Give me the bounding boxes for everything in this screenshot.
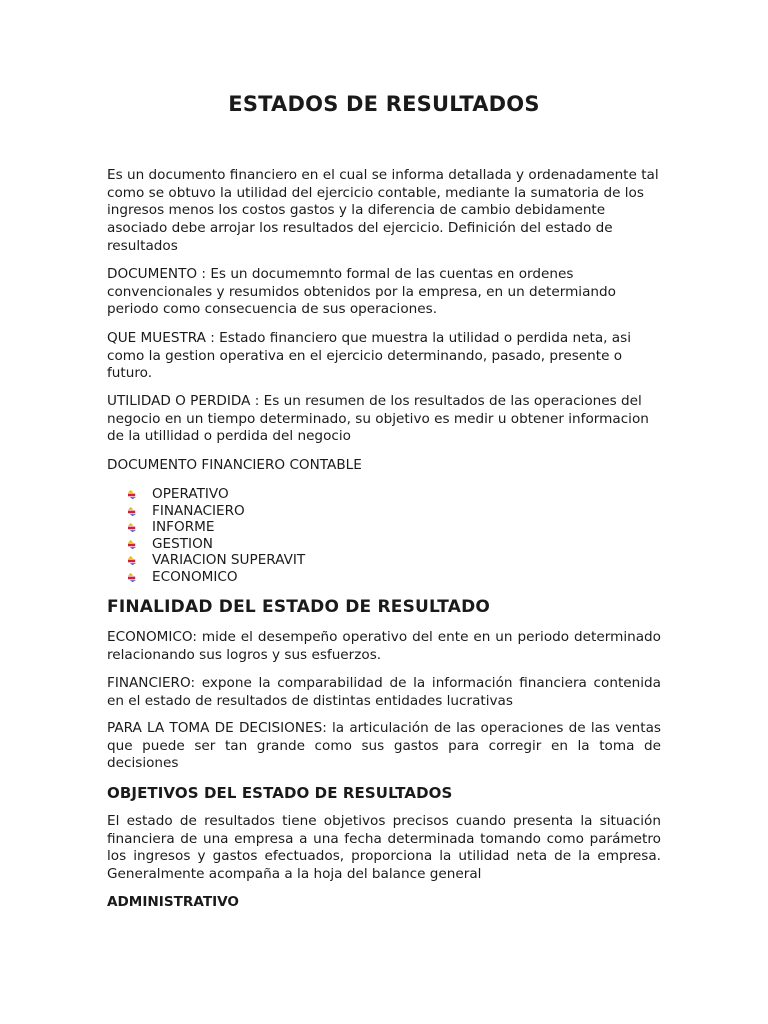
list-item-label: INFORME <box>152 519 215 536</box>
list-item <box>107 519 305 536</box>
list-item-label: OPERATIVO <box>152 486 229 502</box>
list-item <box>107 569 305 586</box>
finalidad-decisiones-paragraph: PARA LA TOMA DE DECISIONES: la articulación de las operaciones de las ventas que puede ser tan grande como sus gastos para corregir en la toma de decisiones <box>107 720 661 772</box>
documento-financiero-label: DOCUMENTO FINANCIERO CONTABLE <box>107 457 362 473</box>
documento-paragraph: DOCUMENTO : Es un documemnto formal de las cuentas en ordenes convencionales y resumidos obtenidos por la empresa, en un determiando periodo como consecuencia de sus operaciones. <box>107 266 616 318</box>
list-item-label: ECONOMICO <box>152 568 238 585</box>
finalidad-financiero-paragraph: FINANCIERO: expone la comparabilidad de la información financiera contenida en el estado de resultados de distintas entidades lucrativas <box>107 675 661 709</box>
objetivos-heading: OBJETIVOS DEL ESTADO DE RESULTADOS <box>107 784 453 802</box>
list-item <box>107 486 305 503</box>
bullet-icon <box>128 573 137 582</box>
bullet-icon <box>128 540 137 549</box>
list-item-label: VARIACION SUPERAVIT <box>152 552 306 569</box>
finalidad-economico-paragraph: ECONOMICO: mide el desempeño operativo del ente en un periodo determinado relacionando sus logros y sus esfuerzos. <box>107 629 661 663</box>
document-types-list <box>107 486 305 586</box>
administrativo-heading: ADMINISTRATIVO <box>107 894 239 910</box>
list-item <box>107 503 305 520</box>
bullet-icon <box>128 523 137 532</box>
list-item <box>107 552 305 569</box>
utilidad-perdida-paragraph: UTILIDAD O PERDIDA : Es un resumen de los resultados de las operaciones del negocio en un tiempo determinado, su objetivo es medir u obtener informacion de la utillidad o perdida del negocio <box>107 393 649 445</box>
list-item <box>107 536 305 553</box>
bullet-icon <box>128 490 137 499</box>
document-title: ESTADOS DE RESULTADOS <box>228 92 540 116</box>
que-muestra-paragraph: QUE MUESTRA : Estado financiero que muestra la utilidad o perdida neta, asi como la gestion operativa en el ejercicio determinando, pasado, presente o futuro. <box>107 330 631 382</box>
finalidad-heading: FINALIDAD DEL ESTADO DE RESULTADO <box>107 597 491 617</box>
intro-paragraph: Es un documento financiero en el cual se informa detallada y ordenadamente tal como se obtuvo la utilidad del ejercicio contable, mediante la sumatoria de los ingresos menos los costos gastos y la diferencia de cambio debidamente asociado debe arrojar los resultados del ejercicio. Definición del estado de resultados <box>107 167 659 254</box>
list-item-label: FINANACIERO <box>152 502 245 519</box>
bullet-icon <box>128 556 137 565</box>
list-item-label: GESTION <box>152 535 213 552</box>
objetivos-paragraph: El estado de resultados tiene objetivos precisos cuando presenta la situación financiera de una empresa a una fecha determinada tomando como parámetro los ingresos y gastos efectuados, proporciona la utilidad neta de la empresa. Generalmente acompaña a la hoja del balance general <box>107 813 661 883</box>
bullet-icon <box>128 507 137 516</box>
